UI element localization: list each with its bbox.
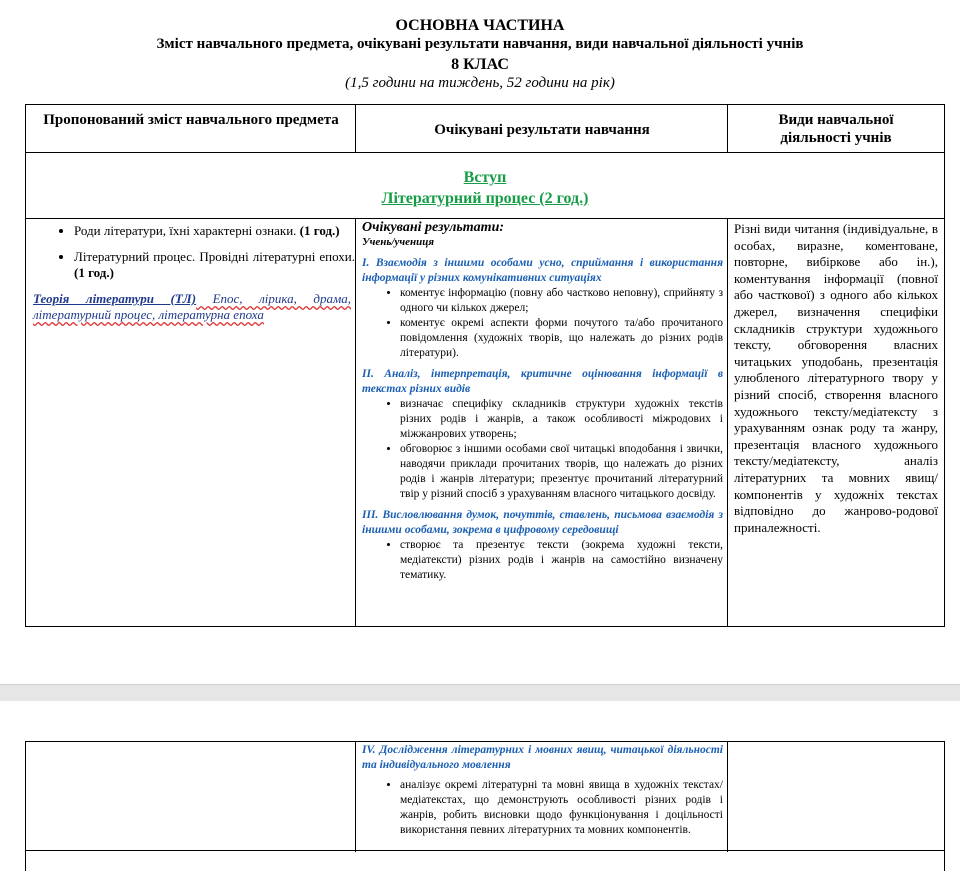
intro-heading <box>26 167 944 209</box>
curriculum-table-continued <box>25 741 945 871</box>
intro-title: Вступ <box>463 169 507 186</box>
page-break <box>0 684 960 702</box>
student-label: Учень/учениця <box>362 236 435 248</box>
outcomes-column <box>356 220 727 583</box>
literature-theory <box>26 291 355 323</box>
document-page-2 <box>0 701 960 857</box>
content-item: • Роди літератури, їхні характерні ознаки. (1 год.) <box>74 223 355 239</box>
grade-label: 8 КЛАС <box>451 56 509 73</box>
section-title: ОСНОВНА ЧАСТИНА <box>395 17 565 34</box>
curriculum-table <box>25 104 945 627</box>
section-subtitle: Зміст навчального предмета, очікувані результати навчання, види навчальної діяльності учнів <box>156 36 804 52</box>
intro-subtitle: Літературний процес (2 год.) <box>381 190 589 207</box>
outcome-section-title: IV. Дослідження літературних і мовних явищ, читацької діяльності та індивідуального мовлення <box>362 744 723 771</box>
outcome-item: • коментує окремі аспекти форми почутого та/або прочитаного повідомлення (художніх творів, що належать до різних родів літератури). <box>400 316 723 361</box>
outcome-item: • аналізує окремі літературні та мовні явища в художніх текстах/медіатекстах, що демонструють особливості різних родів і жанрів, робить висновки щодо функціонування і доцільності використання певних літературних та мовних компонентів. <box>400 778 723 838</box>
col-header-outcomes: Очікувані результати навчання <box>434 122 650 138</box>
outcome-item: • коментує інформацію (повну або частково неповну), сприйняту з одного чи кількох джерел; <box>400 286 723 316</box>
content-column <box>26 223 355 323</box>
col-header-activities: Види навчальної діяльності учнів <box>778 112 894 146</box>
outcomes-heading: Очікувані результати: <box>362 220 505 235</box>
outcome-section-title: II. Аналіз, інтерпретація, критичне оцінювання інформації в текстах різних видів <box>362 368 723 395</box>
content-item: • Літературний процес. Провідні літературні епохи. (1 год.) <box>74 249 355 281</box>
outcome-item: • обговорює з іншими особами свої читацькі вподобання і звички, наводячи приклади прочитаних творів, що належать до різних родів і жанрів літератури; презентує прочитаний літературний твір у різний спосіб з урахуванням власного читацького досвіду. <box>400 442 723 502</box>
activities-column: Різні види читання (індивідуальне, в особах, виразне, коментоване, повторне, вибіркове або ін.), коментування інформації (повної або часткової) з одного або кількох джерел, визначення специфіки складників структури художнього тексту, обговорення власних читацьких уподобань, презентація улюбленого літературного твору у різний спосіб, створення власного художнього тексту/медіатексту з урахуванням ознак роду та жанру, презентація власного художнього тексту/медіатексту, аналіз літературних та мовних явищ/компонентів у художніх текстах відповідно до жанрово-родової приналежності. <box>734 221 938 535</box>
outcome-item: • створює та презентує тексти (зокрема художні тексти, медіатексти) різних родів і жанрів на самостійно визначену тематику. <box>400 538 723 583</box>
outcomes-column-continued <box>356 743 727 838</box>
outcome-section-title: I. Взаємодія з іншими особами усно, сприймання і використання інформації у різних комунікативних ситуаціях <box>362 257 723 284</box>
outcome-item: • визначає специфіку складників структури художніх текстів різних родів і жанрів, а також особливості міжродових і міжжанрових утворень; <box>400 397 723 442</box>
outcome-section-title: III. Висловлювання думок, почуттів, ставлень, письмова взаємодія з іншими особами, зокрема в цифровому середовищі <box>362 509 723 536</box>
hours-note: (1,5 години на тиждень, 52 години на рік) <box>345 75 615 91</box>
theory-label: Теорія літератури (ТЛ) <box>33 291 197 306</box>
theory-terms: Епос, лірика, драма, літературний процес, літературна епоха <box>33 291 351 322</box>
col-header-content: Пропонований зміст навчального предмета <box>43 112 339 128</box>
